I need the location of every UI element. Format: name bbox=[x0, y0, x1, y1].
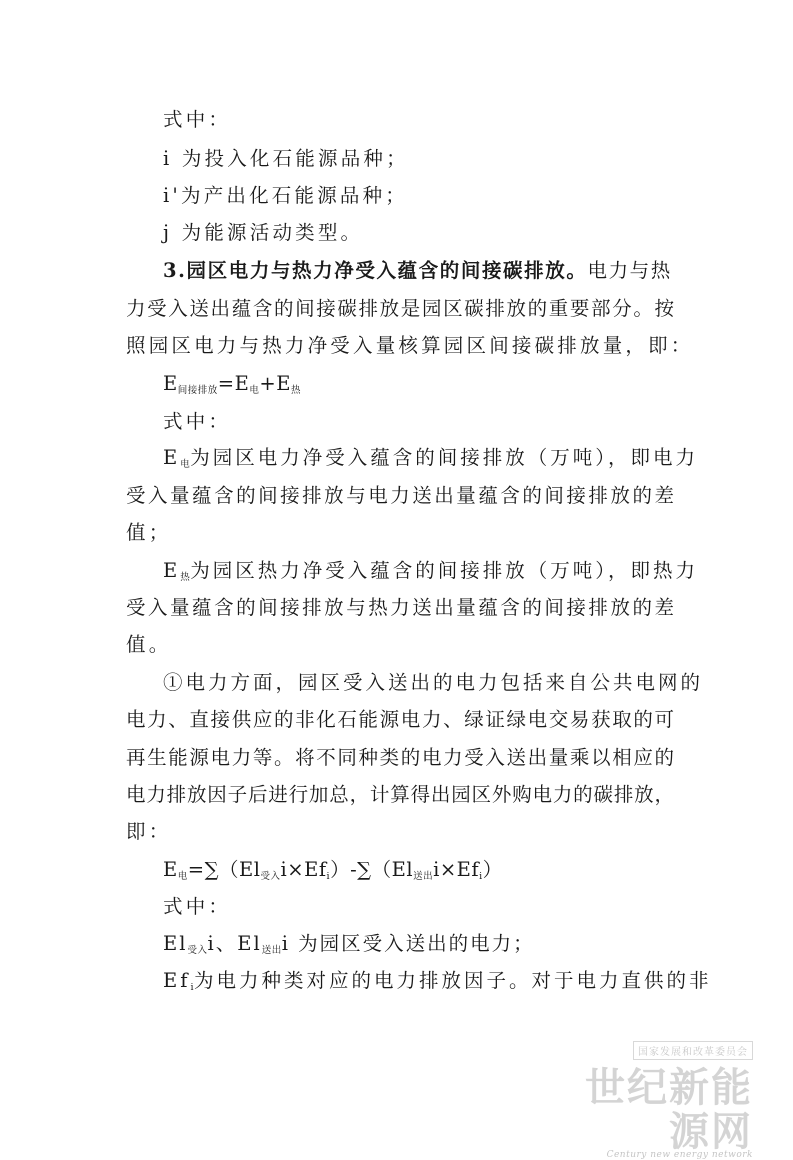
watermark bbox=[563, 1040, 753, 1160]
paragraph-line: 再生能源电力等。将不同种类的电力受入送出量乘以相应的 bbox=[126, 746, 674, 769]
paragraph-line: 式中： bbox=[163, 410, 232, 433]
paragraph-text: 电力与热 bbox=[587, 259, 672, 282]
paragraph-line: $E_电$为园区电力净受入蕴含的间接排放（万吨），即电力 bbox=[163, 446, 699, 470]
watermark-source-box: 国家发展和改革委员会 bbox=[633, 1041, 753, 1060]
paragraph-line: $El_{受入}i$、$El_{送出}i$ 为园区受入送出的电力； bbox=[163, 932, 535, 956]
paragraph-line: 受入量蕴含的间接排放与热力送出量蕴含的间接排放的差 bbox=[126, 596, 674, 619]
paragraph-line: 电力排放因子后进行加总，计算得出园区外购电力的碳排放， bbox=[126, 783, 674, 806]
watermark-english: Century new energy network bbox=[606, 1150, 753, 1160]
section-heading: 3.园区电力与热力净受入蕴含的间接碳排放。 bbox=[163, 259, 588, 282]
paragraph-line: $E_热$为园区热力净受入蕴含的间接排放（万吨），即热力 bbox=[163, 559, 699, 583]
paragraph-line: 式中： bbox=[163, 108, 232, 131]
paragraph-line: i 为投入化石能源品种； bbox=[163, 147, 409, 170]
paragraph-line: ①电力方面，园区受入送出的电力包括来自公共电网的 bbox=[163, 671, 704, 694]
paragraph-line: 力受入送出蕴含的间接碳排放是园区碳排放的重要部分。按 bbox=[126, 297, 674, 320]
paragraph-line: 值； bbox=[126, 521, 172, 544]
paragraph-line: $Ef_i$为电力种类对应的电力排放因子。对于电力直供的非 bbox=[163, 969, 712, 993]
paragraph-line: 电力、直接供应的非化石能源电力、绿证绿电交易获取的可 bbox=[126, 708, 674, 731]
paragraph-line: 受入量蕴含的间接排放与电力送出量蕴含的间接排放的差 bbox=[126, 484, 674, 507]
formula-electricity-emission: $E_电=\sum(El_{受入}i\times Ef_i)-\sum(El_{送出}i\times Ef_i)$ bbox=[163, 858, 503, 882]
formula-indirect-emission: $E_{间接排放}=E_电+E_热$ bbox=[163, 372, 301, 396]
paragraph-line: 值。 bbox=[126, 633, 172, 656]
paragraph-line: i'为产出化石能源品种； bbox=[163, 184, 408, 207]
paragraph-line: 式中： bbox=[163, 895, 232, 918]
paragraph-line: 照园区电力与热力净受入量核算园区间接碳排放量，即： bbox=[126, 334, 694, 357]
paragraph-line: 即： bbox=[126, 820, 172, 843]
paragraph-line: j 为能源活动类型。 bbox=[163, 221, 364, 244]
watermark-logo: 世纪新能源网 bbox=[585, 1064, 753, 1155]
section-heading-line bbox=[163, 259, 672, 283]
